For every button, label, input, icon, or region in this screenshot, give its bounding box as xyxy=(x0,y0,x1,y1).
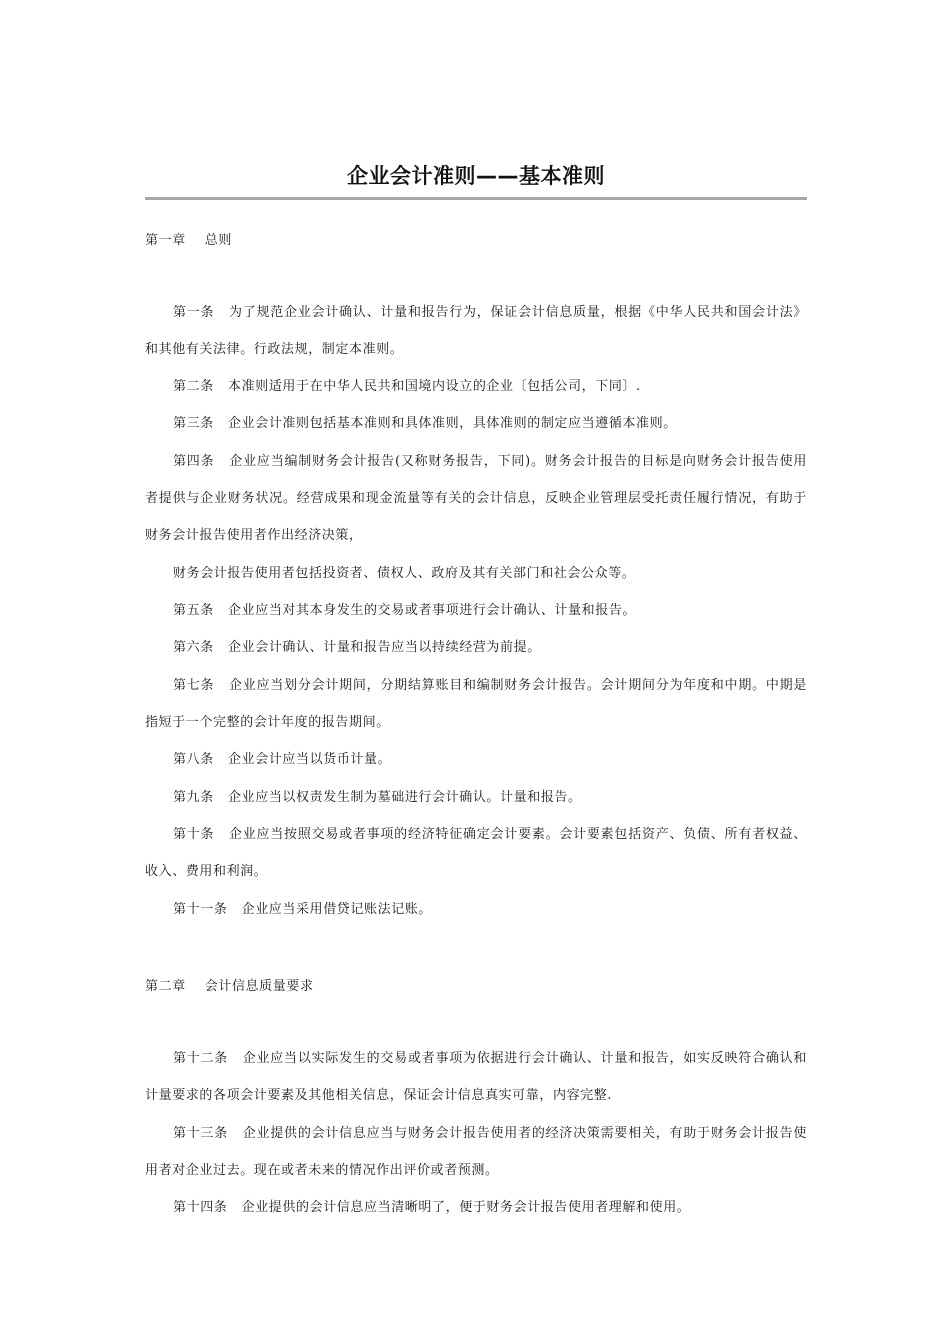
article-paragraph xyxy=(145,667,807,741)
chapter-number: 第二章 xyxy=(145,979,186,994)
article-text: 企业应当以实际发生的交易或者事项为依据进行会计确认、计量和报告，如实反映符合确认和计量要求的各项会计要素及其他相关信息，保证会计信息真实可靠，内容完整. xyxy=(145,1051,807,1103)
chapter-title: 总则 xyxy=(204,233,232,248)
article-paragraph xyxy=(145,405,807,442)
article-number: 第十一条 xyxy=(173,902,228,917)
article-number: 第七条 xyxy=(173,678,215,693)
article-paragraph xyxy=(145,1189,807,1226)
document-title: 企业会计准则——基本准则 xyxy=(347,164,605,188)
article-text: 财务会计报告使用者包括投资者、债权人、政府及其有关部门和社会公众等。 xyxy=(173,566,636,581)
article-text: 企业应当划分会计期间，分期结算账目和编制财务会计报告。会计期间分为年度和中期。中期是指短于一个完整的会计年度的报告期间。 xyxy=(145,678,807,730)
article-number: 第十条 xyxy=(173,827,215,842)
article-paragraph xyxy=(145,294,807,368)
article-text: 企业会计应当以货币计量。 xyxy=(228,752,392,767)
chapter-number: 第一章 xyxy=(145,233,186,248)
article-text: 企业应当按照交易或者事项的经济特征确定会计要素。会计要素包括资产、负债、所有者权益、收入、费用和利润。 xyxy=(145,827,807,879)
article-number: 第十四条 xyxy=(173,1200,228,1215)
article-paragraph xyxy=(145,555,807,592)
article-number: 第一条 xyxy=(173,305,215,320)
article-text: 企业应当编制财务会计报告(又称财务报告，下同)。财务会计报告的目标是向财务会计报告使用者提供与企业财务状况。经营成果和现金流量等有关的会计信息，反映企业管理层受托责任履行情况，有助于财务会计报告使用者作出经济决策， xyxy=(145,454,807,543)
article-paragraph xyxy=(145,1115,807,1189)
article-text: 企业会计准则包括基本准则和具体准则，具体准则的制定应当遵循本准则。 xyxy=(228,416,677,431)
article-number: 第九条 xyxy=(173,790,214,805)
article-text: 企业应当对其本身发生的交易或者事项进行会计确认、计量和报告。 xyxy=(228,603,637,618)
article-text: 企业应当以权责发生制为墓础进行会计确认。计量和报告。 xyxy=(228,790,582,805)
article-paragraph xyxy=(145,592,807,629)
article-paragraph xyxy=(145,741,807,778)
article-paragraph xyxy=(145,368,807,405)
article-number: 第五条 xyxy=(173,603,214,618)
article-number: 第十二条 xyxy=(173,1051,229,1066)
article-text: 企业提供的会计信息应当清晰明了，便于财务会计报告使用者理解和使用。 xyxy=(241,1200,691,1215)
article-paragraph xyxy=(145,891,807,928)
article-text: 企业应当采用借贷记账法记账。 xyxy=(241,902,433,917)
article-number: 第二条 xyxy=(173,379,214,394)
article-number: 第十三条 xyxy=(173,1126,229,1141)
article-text: 为了规范企业会计确认、计量和报告行为，保证会计信息质量，根据《中华人民共和国会计法》和其他有关法律。行政法规，制定本准则。 xyxy=(145,305,807,357)
article-paragraph xyxy=(145,1040,807,1114)
article-text: 企业会计确认、计量和报告应当以持续经营为前提。 xyxy=(228,640,541,655)
article-paragraph xyxy=(145,443,807,554)
article-number: 第八条 xyxy=(173,752,214,767)
article-number: 第六条 xyxy=(173,640,214,655)
article-paragraph xyxy=(145,629,807,666)
article-number: 第四条 xyxy=(173,454,215,469)
article-paragraph xyxy=(145,779,807,816)
article-text: 企业提供的会计信息应当与财务会计报告使用者的经济决策需要相关，有助于财务会计报告使用者对企业过去。现在或者未来的情况作出评价或者预测。 xyxy=(145,1126,807,1178)
chapter-title: 会计信息质量要求 xyxy=(204,979,314,994)
chapter-heading xyxy=(145,229,232,248)
article-paragraph xyxy=(145,816,807,890)
title-divider xyxy=(145,197,807,200)
chapter-heading xyxy=(145,975,314,994)
article-number: 第三条 xyxy=(173,416,214,431)
article-text: 本准则适用于在中华人民共和国境内设立的企业〔包括公司，下同〕. xyxy=(228,379,641,394)
